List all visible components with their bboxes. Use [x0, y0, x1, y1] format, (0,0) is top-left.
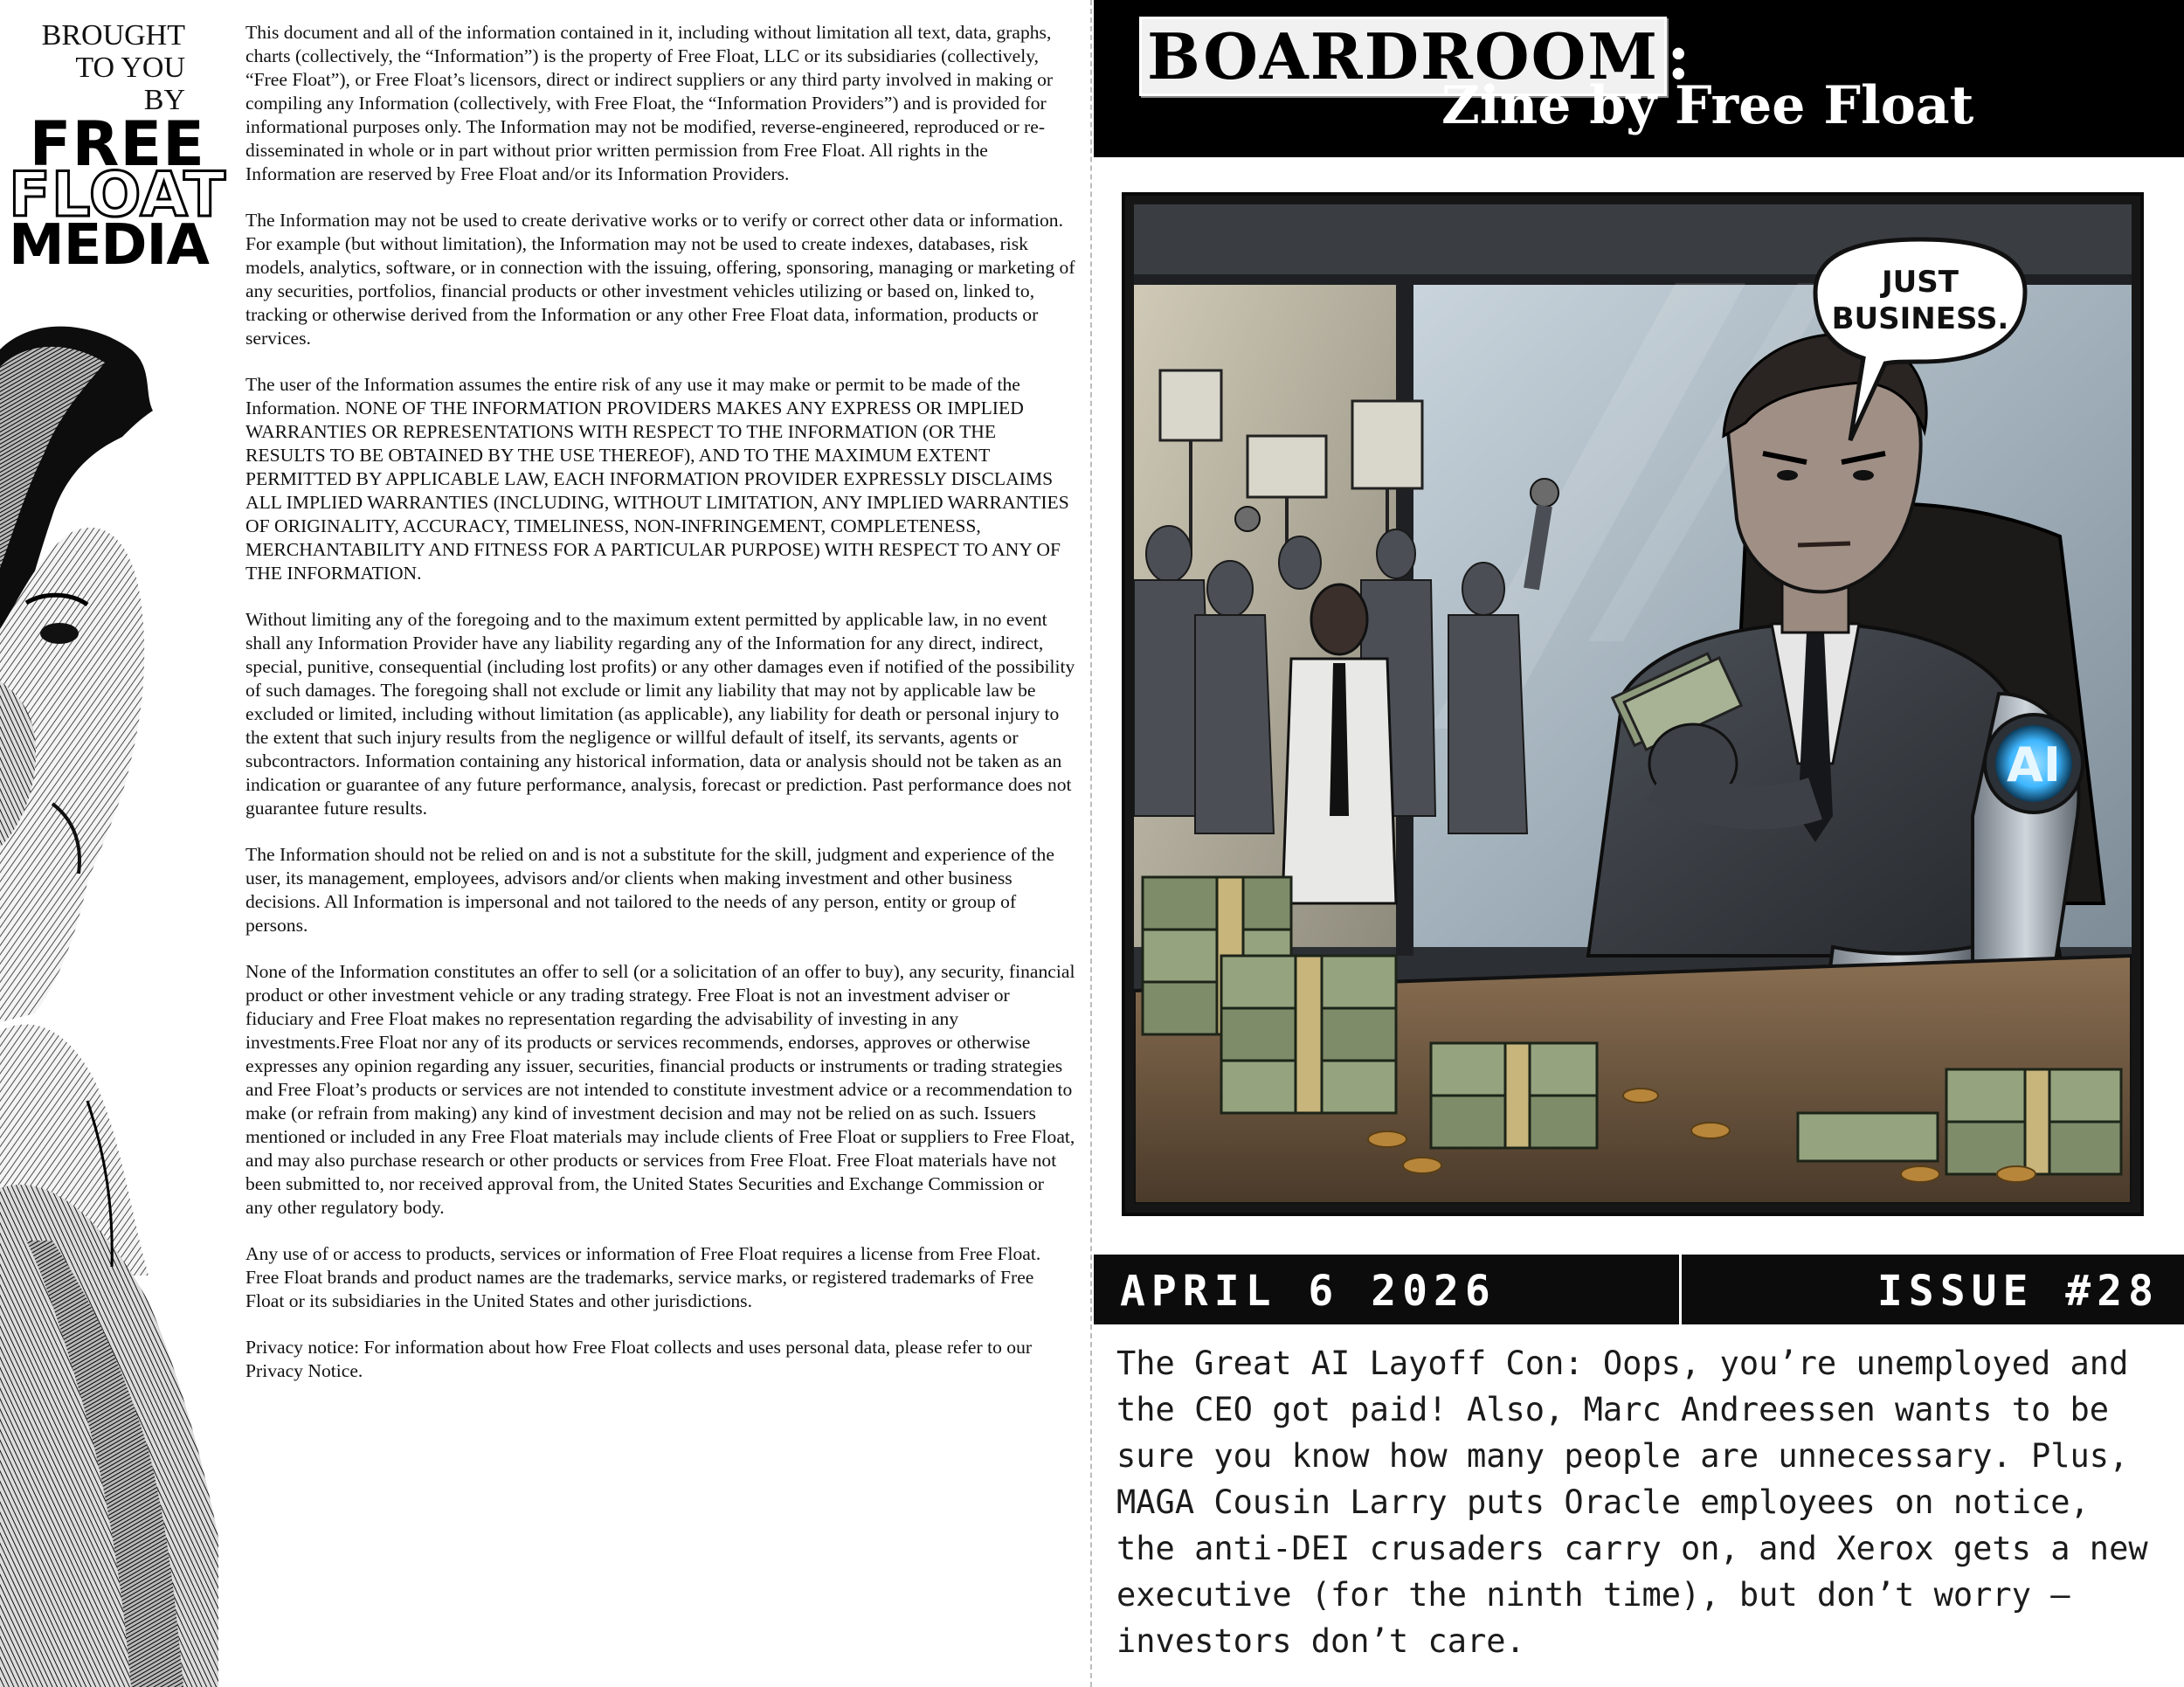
- legal-paragraph: The Information may not be used to create derivative works or to verify or correct other data or information. For example (but without limitation), the Information may not be used to create indexes, databases, risk models, analytics, software, or in connection with the issuing, offering, sponsoring, managing or marketing of any securities, portfolios, financial products or other investment vehicles utilizing or based on, linked to, tracking or otherwise derived from the Information or any other Free Float data, information, products or services.: [245, 210, 1075, 349]
- brought-to-you-by: [0, 19, 185, 116]
- comic-panel: [1122, 192, 2144, 1216]
- left-page: [0, 0, 1090, 1687]
- boardroom-comic-illustration: [1134, 204, 2132, 1204]
- legal-paragraph: Without limiting any of the foregoing and to the maximum extent permitted by applicable law, in no event shall any Information Provider have any liability regarding any of the Information for any direct, indirect, special, punitive, consequential (including lost profits) or any other damages even if notified of the possibility of such damages. The foregoing shall not exclude or limit any liability that may not by applicable law be excluded or limited, including without limitation (as applicable), any liability for death or personal injury to the extent that such injury results from the negligence or willful default of itself, its servants, agents or subcontractors. Information containing any historical information, data or analysis should not be taken as an indication or guarantee of any future performance, analysis, forecast or prediction. Past performance does not guarantee future results.: [245, 609, 1075, 819]
- bar-divider: [1679, 1255, 1682, 1324]
- legal-paragraph: Any use of or access to products, services or information of Free Float requires a license from Free Float. Free Float brands and product names are the trademarks, service marks, or registered trademarks of Free Float or its subsidiaries in the United States and other jurisdictions.: [245, 1243, 1041, 1311]
- legal-paragraph: None of the Information constitutes an offer to sell (or a solicitation of an offer to buy), any security, financial product or other investment vehicle or any trading strategy. Free Float is not an investment adviser or fiduciary and Free Float makes no representation regarding the advisability of investing in any investments.Free Float nor any of its products or services recommends, endorses, approves or otherwise expresses any opinion regarding any issuer, securities, financial products or instruments or trading strategies and Free Float’s products or services are not intended to constitute investment advice or a recommendation to make (or refrain from making) any kind of investment decision and may not be relied on as such. Issuers mentioned or included in any Free Float materials may include clients of Free Float or suppliers to Free Float, and may also purchase research or other products or services from Free Float. Free Float materials have not been submitted to, nor received approval from, the United States Securities and Exchange Commission or any other regulatory body.: [245, 961, 1075, 1218]
- issue-date: APRIL 6 2026: [1120, 1267, 1496, 1316]
- legal-paragraph: Privacy notice: For information about how Free Float collects and uses personal data, please refer to our Privacy Notice.: [245, 1337, 1033, 1381]
- logo-float: FLOAT: [9, 159, 227, 231]
- legal-paragraph: The Information should not be relied on and is not a substitute for the skill, judgment and experience of the user, its management, employees, advisors and/or clients when making investment and other business decisions. All Information is impersonal and not tailored to the needs of any person, entity or group of persons.: [245, 844, 1054, 936]
- logo-media: MEDIA: [9, 213, 209, 278]
- ai-badge-text: AI: [2007, 737, 2061, 792]
- title-boardroom: BOARDROOM: [1139, 17, 1667, 96]
- brought-line: TO YOU: [75, 52, 185, 84]
- speech-bubble-line2: BUSINESS.: [1831, 301, 2009, 336]
- issue-summary: The Great AI Layoff Con: Oops, you’re unemployed and the CEO got paid! Also, Marc Andreessen wants to be sure you know how many people are unnecessary. Plus, MAGA Cousin Larry puts Oracle employees on notice, the anti-DEI crusaders carry on, and Xerox gets a new executive (for the ninth time), but don’t worry – investors don’t care.: [1116, 1345, 2148, 1660]
- legal-paragraph: The user of the Information assumes the entire risk of any use it may make or permit to be made of the Information. NONE OF THE INFORMATION PROVIDERS MAKES ANY EXPRESS OR IMPLIED WARRANTIES OR REPRESENTATIONS WITH RESPECT TO THE INFORMATION (OR THE RESULTS TO BE OBTAINED BY THE USE THEREOF), AND TO THE MAXIMUM EXTENT PERMITTED BY APPLICABLE LAW, EACH INFORMATION PROVIDER EXPRESSLY DISCLAIMS ALL IMPLIED WARRANTIES (INCLUDING, WITHOUT LIMITATION, ANY IMPLIED WARRANTIES OF ORIGINALITY, ACCURACY, TIMELINESS, NON-INFRINGEMENT, COMPLETENESS, MERCHANTABILITY AND FITNESS FOR A PARTICULAR PURPOSE) WITH RESPECT TO ANY OF THE INFORMATION.: [245, 374, 1069, 584]
- logo-free: FREE: [29, 108, 205, 180]
- title-banner: [1094, 0, 2184, 157]
- brought-line: BROUGHT: [41, 19, 185, 52]
- engraved-portrait-image: [0, 315, 218, 1687]
- issue-info-bar: [1094, 1255, 2184, 1324]
- zine-subtitle: Zine by Free Float: [1441, 75, 1974, 136]
- right-page: [1094, 0, 2184, 1687]
- title-colon: :: [1667, 19, 1692, 93]
- legal-disclaimer: [245, 21, 1075, 1406]
- legal-paragraph: This document and all of the information contained in it, including without limitation all text, data, graphs, charts (collectively, the “Information”) is the property of Free Float, LLC or its subsidiaries (collectively, “Free Float”), or Free Float’s licensors, direct or indirect suppliers or any third party involved in making or compiling any Information (collectively, with Free Float, the “Information Providers”) and is provided for informational purposes only. The Information may not be modified, reverse-engineered, reproduced or re-disseminated in whole or in part without prior written permission from Free Float. All rights in the Information are reserved by Free Float and/or its Information Providers.: [245, 22, 1054, 184]
- brought-line: BY: [143, 84, 185, 116]
- free-float-media-logo: [9, 108, 227, 278]
- issue-number: ISSUE #28: [1876, 1267, 2160, 1316]
- page-fold-line: [1090, 0, 1092, 1687]
- speech-bubble-line1: JUST: [1882, 265, 1959, 300]
